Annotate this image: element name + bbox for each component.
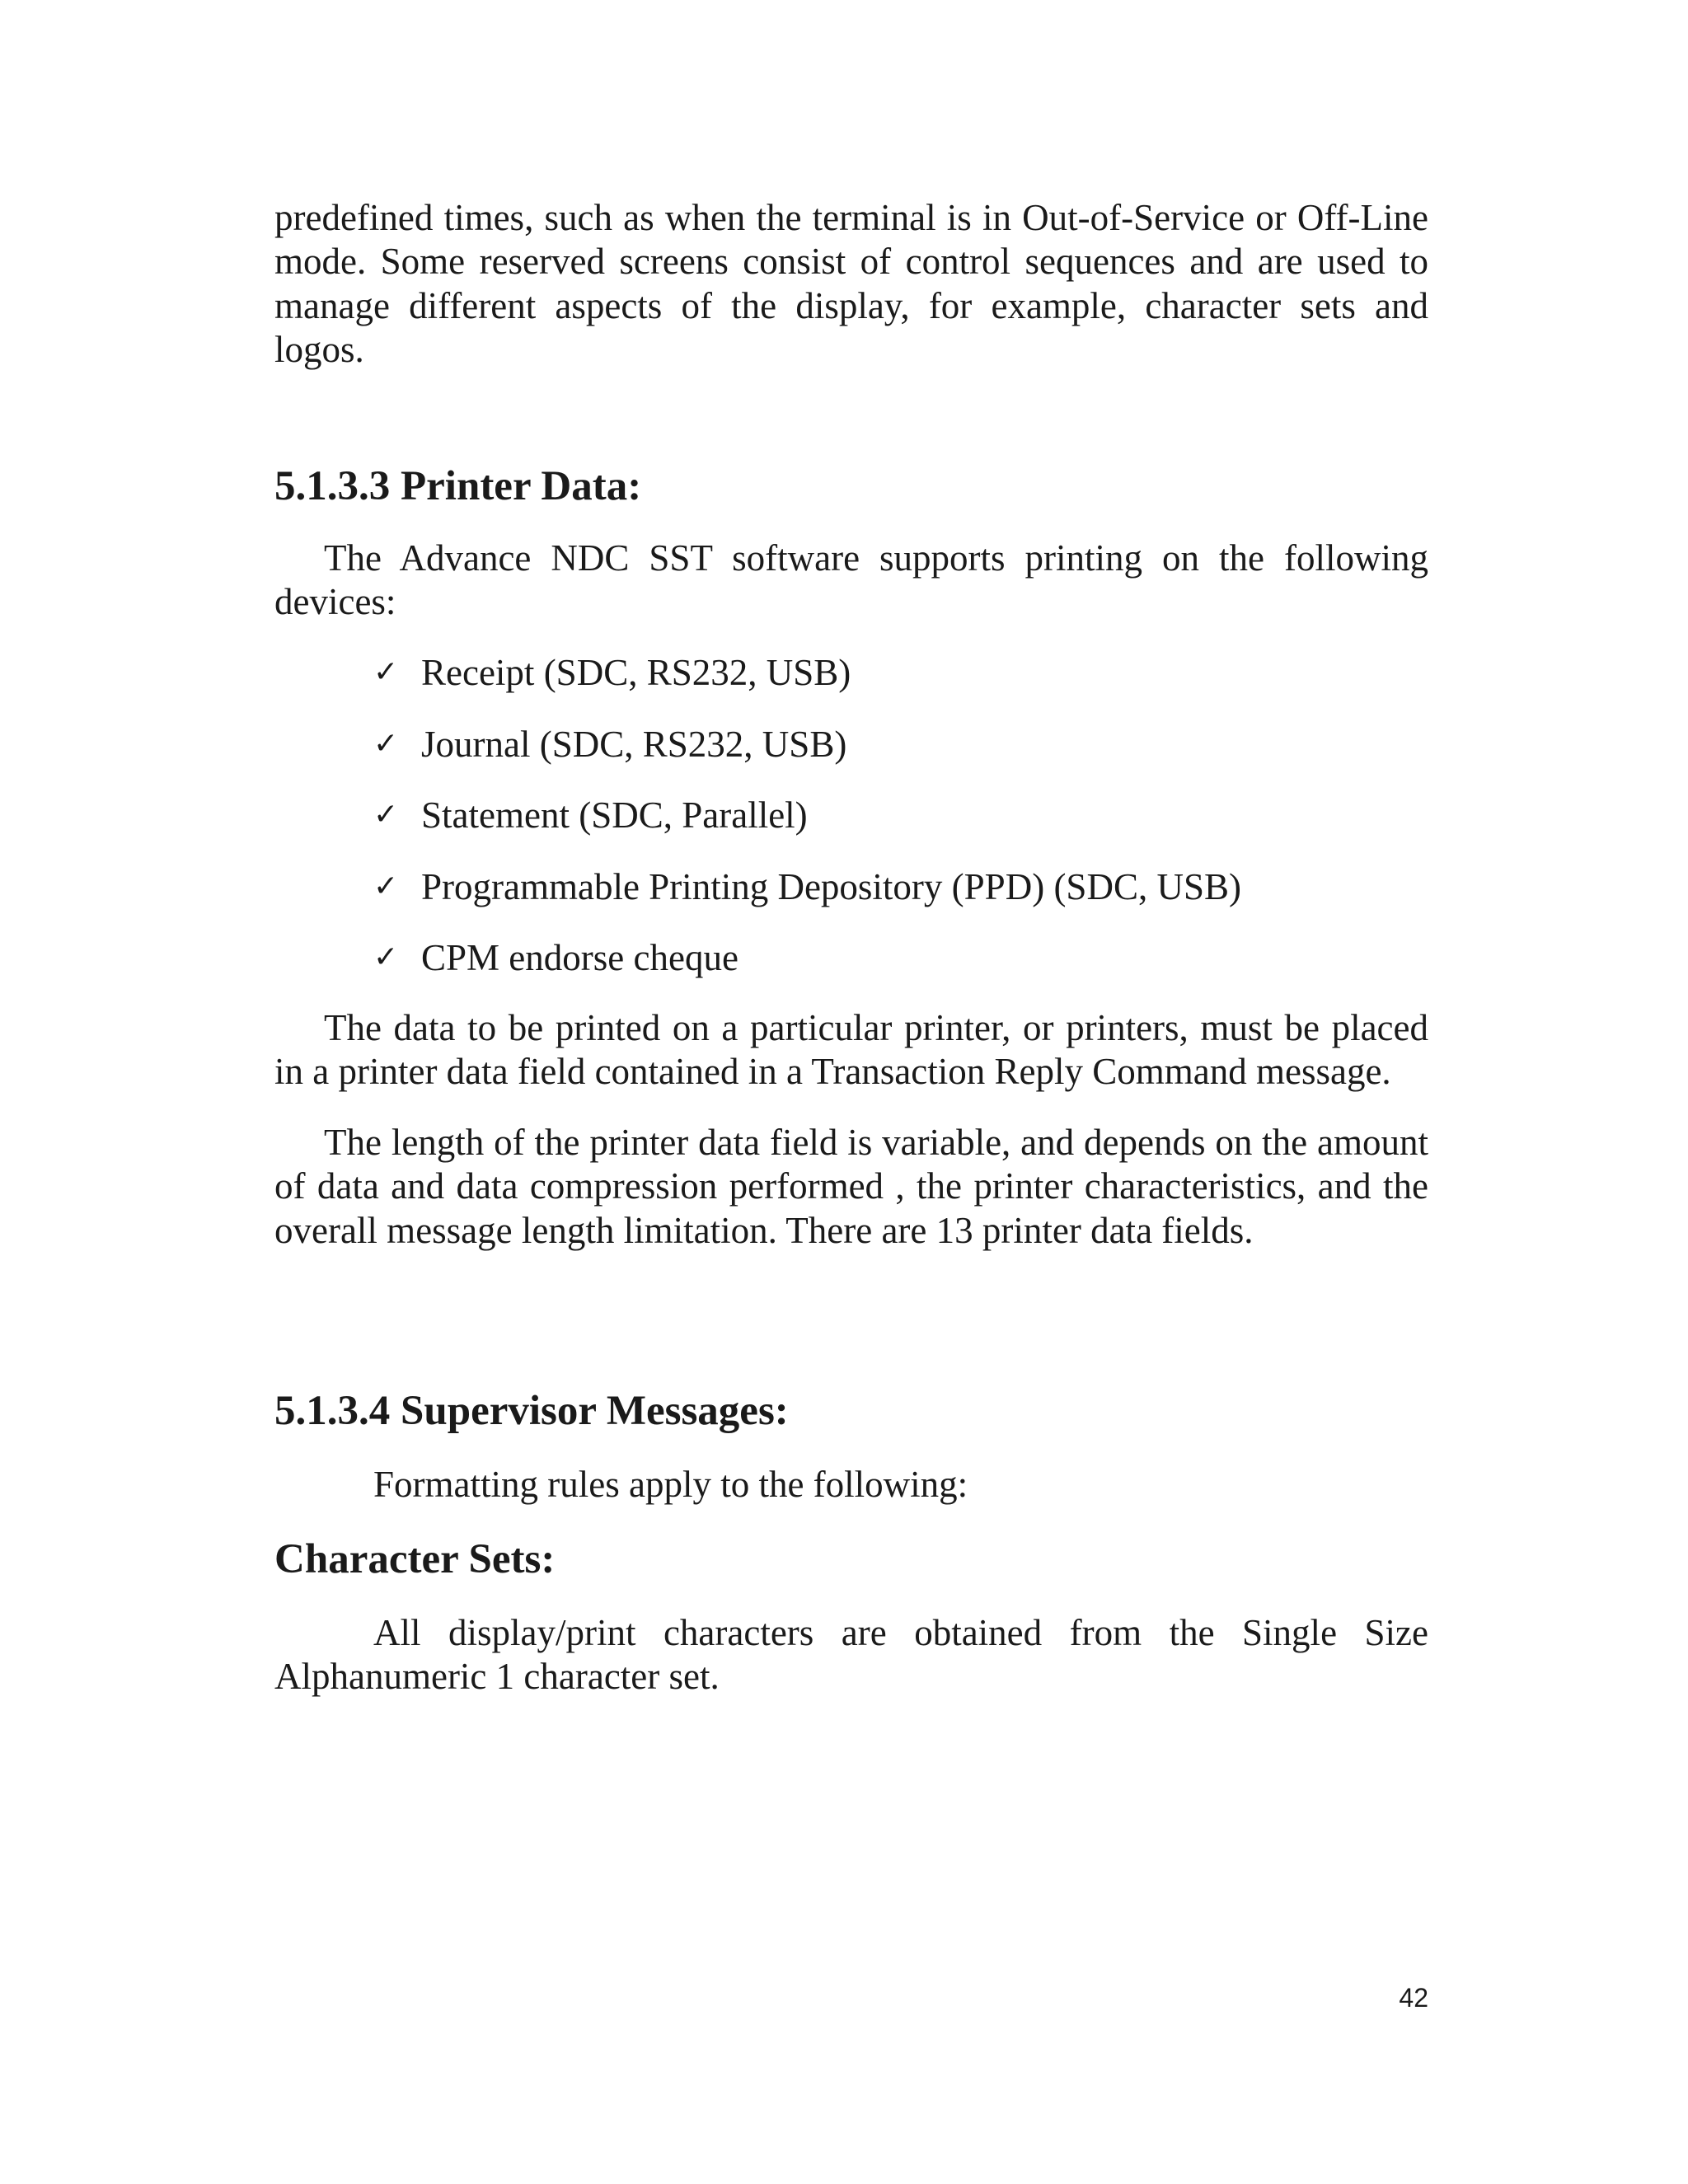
list-item — [373, 719, 1241, 791]
printer-field-length-paragraph: The length of the printer data field is variable, and depends on the amount of data and data compression performed , the printer characteristics, and the overall message length limitation. There are 13 printer data fields. — [274, 1122, 1428, 1251]
checkmark-icon: ✓ — [373, 726, 399, 761]
checkmark-icon: ✓ — [373, 655, 399, 689]
supervisor-messages-heading: 5.1.3.4 Supervisor Messages: — [274, 1388, 789, 1434]
list-item — [373, 790, 1241, 862]
device-label: Receipt (SDC, RS232, USB) — [421, 652, 851, 693]
supervisor-intro-paragraph: Formatting rules apply to the following: — [373, 1464, 968, 1505]
character-sets-paragraph: All display/print characters are obtained from the Single Size Alphanumeric 1 character set. — [274, 1612, 1428, 1698]
device-label: Statement (SDC, Parallel) — [421, 794, 808, 836]
list-item — [373, 648, 1241, 719]
list-item — [373, 862, 1241, 934]
document-page — [274, 0, 1428, 2184]
device-label: Journal (SDC, RS232, USB) — [421, 723, 847, 765]
printer-device-list — [373, 648, 1241, 1005]
list-item — [373, 933, 1241, 1005]
checkmark-icon: ✓ — [373, 869, 399, 903]
checkmark-icon: ✓ — [373, 798, 399, 832]
device-label: Programmable Printing Depository (PPD) (SDC, USB) — [421, 865, 1241, 907]
page-number: 42 — [1399, 1983, 1428, 2013]
printer-data-placement-paragraph: The data to be printed on a particular printer, or printers, must be placed in a printer data field contained in a Transaction Reply Command message. — [274, 1007, 1428, 1093]
device-label: CPM endorse cheque — [421, 937, 738, 978]
printer-intro-paragraph: The Advance NDC SST software supports printing on the following devices: — [274, 537, 1428, 623]
intro-paragraph: predefined times, such as when the terminal is in Out-of-Service or Off-Line mode. Some reserved screens consist of control sequences and are used to manage different aspects of the display, for example, character sets and logos. — [274, 197, 1428, 371]
character-sets-heading: Character Sets: — [274, 1536, 556, 1582]
printer-data-heading: 5.1.3.3 Printer Data: — [274, 463, 642, 509]
checkmark-icon: ✓ — [373, 940, 399, 974]
